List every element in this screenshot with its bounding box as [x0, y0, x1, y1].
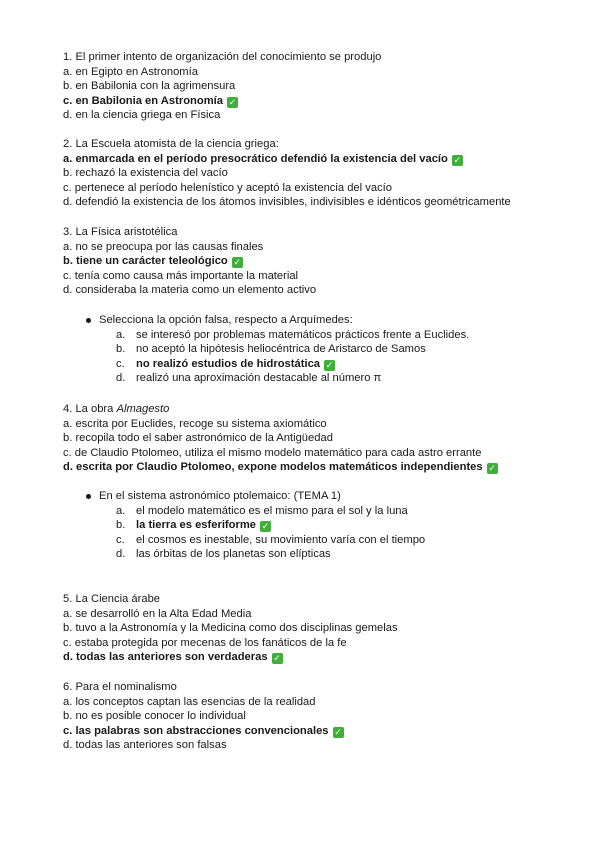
- option-c: c. de Claudio Ptolomeo, utiliza el mismo modelo matemático para cada astro errante: [63, 446, 482, 459]
- question-6: [63, 680, 583, 753]
- option-text: d. escrita por Claudio Ptolomeo, expone modelos matemáticos independientes: [63, 461, 483, 474]
- option-text: c. las palabras son abstracciones convencionales: [63, 724, 329, 737]
- option-b: b. no es posible conocer lo individual: [63, 710, 246, 723]
- option-c-correct: [63, 94, 583, 109]
- option-text: b. tiene un carácter teleológico: [63, 255, 228, 268]
- option-c-correct: [83, 357, 583, 372]
- question-stem: [63, 402, 583, 417]
- option-d-correct: [63, 650, 583, 665]
- option-letter: a.: [116, 328, 126, 341]
- bullet-icon: [86, 318, 91, 323]
- option-letter: c.: [116, 357, 125, 370]
- option-d: d. consideraba la materia como un elemento activo: [63, 284, 317, 297]
- option-b: [83, 342, 583, 357]
- question-stem: Selecciona la opción falsa, respecto a Arquímedes:: [99, 314, 353, 326]
- option-d: d. en la ciencia griega en Física: [63, 109, 221, 122]
- option-a: a. los conceptos captan las esencias de la realidad: [63, 695, 316, 708]
- option-letter: b.: [116, 519, 126, 532]
- option-b: b. tuvo a la Astronomía y la Medicina como dos disciplinas gemelas: [63, 622, 398, 635]
- option-c: c. tenía como causa más importante la material: [63, 269, 299, 282]
- question-stem: 5. La Ciencia árabe: [63, 593, 161, 605]
- check-mark-icon: ✓: [334, 726, 342, 737]
- check-mark-icon: ✓: [261, 521, 270, 532]
- bullet-item: [83, 489, 583, 504]
- bullet-question-1: [83, 313, 583, 386]
- option-letter: d.: [116, 372, 126, 385]
- option-text: las órbitas de los planetas son elípticas: [136, 548, 331, 561]
- check-mark-icon: ✓: [273, 653, 281, 664]
- question-stem: 1. El primer intento de organización del conocimiento se produjo: [63, 51, 382, 63]
- option-letter: a.: [116, 504, 126, 517]
- option-d: d. defendió la existencia de los átomos invisibles, indivisibles e idénticos geométricamente: [63, 196, 511, 209]
- option-text: c. en Babilonia en Astronomía: [63, 94, 223, 107]
- bullet-icon: [86, 494, 91, 499]
- option-text: no realizó estudios de hidrostática: [136, 357, 321, 370]
- option-text: realizó una aproximación destacable al número π: [136, 372, 382, 385]
- bullet-item: [83, 313, 583, 328]
- option-letter: b.: [116, 343, 126, 356]
- question-5: [63, 592, 583, 665]
- option-d-correct: [63, 460, 583, 475]
- option-a: a. en Egipto en Astronomía: [63, 65, 198, 78]
- option-text: d. todas las anteriores son verdaderas: [63, 651, 268, 664]
- question-3: [63, 225, 583, 298]
- option-a: a. escrita por Euclides, recoge su sistema axiomático: [63, 417, 327, 430]
- option-b: b. rechazó la existencia del vacío: [63, 167, 228, 180]
- option-a: a. se desarrolló en la Alta Edad Media: [63, 607, 252, 620]
- option-text: la tierra es esferiforme: [136, 519, 257, 532]
- stem-book-title: Almagesto: [116, 403, 170, 415]
- question-1: [63, 50, 583, 123]
- option-letter: c.: [116, 533, 125, 546]
- check-mark-icon: ✓: [488, 463, 496, 474]
- question-stem: En el sistema astronómico ptolemaico: (TEMA 1): [99, 490, 341, 502]
- option-d: [83, 371, 583, 386]
- option-b: b. en Babilonia con la agrimensura: [63, 80, 236, 93]
- question-stem: 6. Para el nominalismo: [63, 681, 177, 693]
- check-mark-icon: ✓: [228, 96, 237, 107]
- option-c-correct: [63, 724, 583, 739]
- bullet-question-2: [83, 489, 583, 562]
- option-b-correct: [83, 518, 583, 533]
- option-b: b. recopila todo el saber astronómico de la Antigüedad: [63, 432, 333, 445]
- question-2: [63, 137, 583, 210]
- option-d: [83, 547, 583, 562]
- option-text: el cosmos es inestable, su movimiento varía con el tiempo: [136, 533, 426, 546]
- option-text: el modelo matemático es el mismo para el sol y la luna: [136, 504, 408, 517]
- option-text: a. enmarcada en el período presocrático defendió la existencia del vacío: [63, 152, 448, 165]
- option-a: a. no se preocupa por las causas finales: [63, 240, 264, 253]
- option-text: se interesó por problemas matemáticos prácticos frente a Euclides.: [136, 328, 470, 341]
- stem-prefix: 4. La obra: [63, 403, 117, 415]
- option-text: no aceptó la hipótesis heliocéntrica de Aristarco de Samos: [136, 343, 426, 356]
- question-4: [63, 402, 583, 475]
- option-a-correct: [63, 152, 583, 167]
- check-mark-icon: ✓: [325, 359, 334, 370]
- question-stem: 3. La Física aristotélica: [63, 226, 178, 238]
- option-a: [83, 328, 583, 343]
- option-b-correct: [63, 254, 583, 269]
- option-letter: d.: [116, 548, 126, 561]
- option-d: d. todas las anteriores son falsas: [63, 739, 227, 752]
- option-c: c. estaba protegida por mecenas de los fanáticos de la fe: [63, 636, 347, 649]
- option-c: [83, 533, 583, 548]
- check-mark-icon: ✓: [233, 257, 242, 268]
- check-mark-icon: ✓: [453, 154, 462, 165]
- option-c: c. pertenece al período helenístico y aceptó la existencia del vacío: [63, 181, 392, 194]
- question-stem: 2. La Escuela atomista de la ciencia griega:: [63, 138, 279, 150]
- option-a: [83, 504, 583, 519]
